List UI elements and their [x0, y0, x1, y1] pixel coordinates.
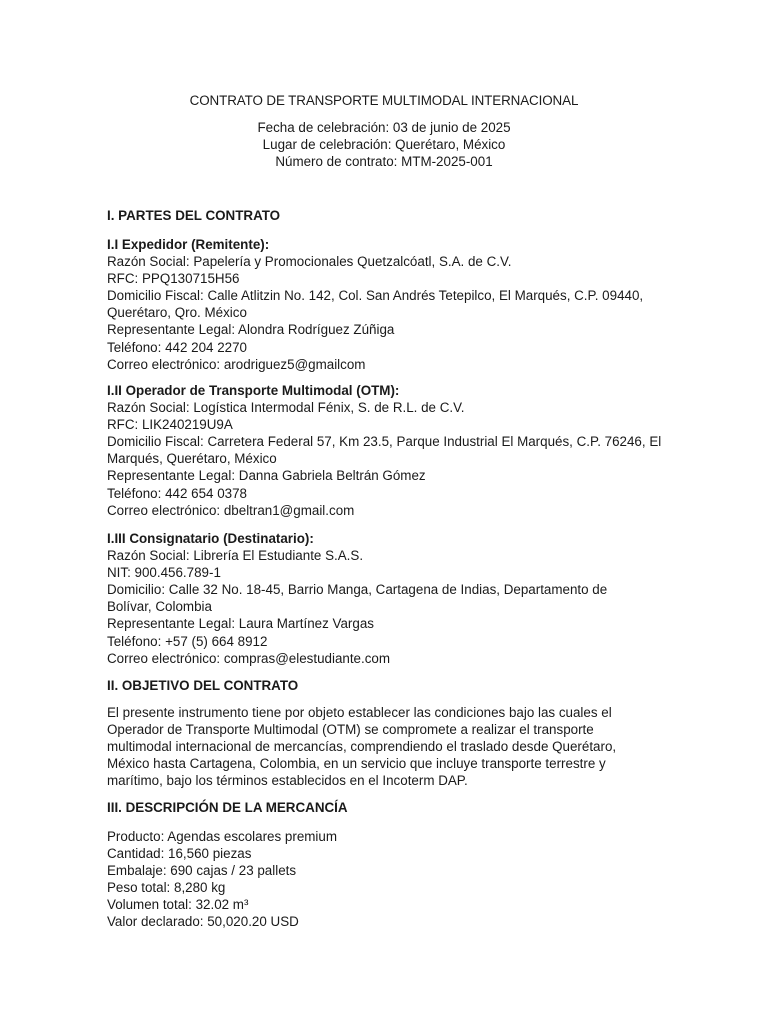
objective-line: Operador de Transporte Multimodal (OTM) se compromete a realizar el transporte	[107, 722, 594, 738]
celebration-place: Lugar de celebración: Querétaro, México	[262, 137, 506, 152]
operator-address-2: Marqués, Querétaro, México	[107, 451, 277, 467]
objective-heading: II. OBJETIVO DEL CONTRATO	[107, 678, 299, 693]
goods-details	[107, 828, 667, 931]
objective-line: México hasta Cartagena, Colombia, en un servicio que incluye transporte terrestre y	[107, 756, 606, 772]
section-parties-heading	[107, 207, 667, 224]
goods-weight: Peso total: 8,280 kg	[107, 880, 226, 896]
shipper-phone: Teléfono: 442 204 2270	[107, 339, 247, 355]
consignee-address-2: Bolívar, Colombia	[107, 599, 212, 615]
operator-representative: Representante Legal: Danna Gabriela Beltrán Gómez	[107, 468, 426, 484]
consignee-representative: Representante Legal: Laura Martínez Vargas	[107, 616, 374, 632]
goods-packaging: Embalaje: 690 cajas / 23 pallets	[107, 863, 297, 879]
consignee-block	[107, 530, 667, 667]
objective-line: marítimo, bajo los términos establecidos en el Incoterm DAP.	[107, 773, 468, 789]
consignee-email: Correo electrónico: compras@elestudiante.com	[107, 650, 391, 666]
shipper-block	[107, 236, 667, 373]
operator-rfc: RFC: LIK240219U9A	[107, 417, 233, 433]
consignee-address-1: Domicilio: Calle 32 No. 18-45, Barrio Manga, Cartagena de Indias, Departamento de	[107, 582, 608, 598]
shipper-heading: I.I Expedidor (Remitente):	[107, 237, 270, 252]
shipper-representative: Representante Legal: Alondra Rodríguez Zúñiga	[107, 322, 395, 338]
consignee-nit: NIT: 900.456.789-1	[107, 565, 221, 581]
contract-number: Número de contrato: MTM-2025-001	[275, 154, 493, 169]
goods-product: Producto: Agendas escolares premium	[107, 829, 337, 844]
operator-phone: Teléfono: 442 654 0378	[107, 485, 247, 501]
operator-block	[107, 382, 667, 519]
operator-heading: I.II Operador de Transporte Multimodal (OTM):	[107, 383, 400, 398]
objective-paragraph	[107, 704, 667, 789]
objective-section	[107, 677, 667, 694]
goods-declared-value: Valor declarado: 50,020.20 USD	[107, 914, 299, 930]
celebration-date: Fecha de celebración: 03 de junio de 2025	[257, 120, 511, 135]
operator-email: Correo electrónico: dbeltran1@gmail.com	[107, 502, 355, 518]
operator-address-1: Domicilio Fiscal: Carretera Federal 57, Km 23.5, Parque Industrial El Marqués, C.P. 76246, El	[107, 434, 662, 450]
shipper-address-1: Domicilio Fiscal: Calle Atlitzin No. 142, Col. San Andrés Tetepilco, El Marqués, C.P. 09440,	[107, 288, 644, 304]
contract-meta	[0, 119, 768, 170]
goods-quantity: Cantidad: 16,560 piezas	[107, 846, 252, 862]
consignee-heading: I.III Consignatario (Destinatario):	[107, 531, 314, 546]
objective-line: multimodal internacional de mercancías, comprendiendo el traslado desde Querétaro,	[107, 739, 617, 755]
consignee-name: Razón Social: Librería El Estudiante S.A.S.	[107, 548, 364, 564]
operator-name: Razón Social: Logística Intermodal Fénix, S. de R.L. de C.V.	[107, 400, 465, 416]
consignee-phone: Teléfono: +57 (5) 664 8912	[107, 633, 268, 649]
goods-volume: Volumen total: 32.02 m³	[107, 897, 249, 913]
shipper-address-2: Querétaro, Qro. México	[107, 305, 247, 321]
objective-line: El presente instrumento tiene por objeto establecer las condiciones bajo las cuales el	[107, 705, 612, 720]
goods-section	[107, 799, 667, 816]
shipper-email: Correo electrónico: arodriguez5@gmailcom	[107, 356, 366, 372]
parties-heading: I. PARTES DEL CONTRATO	[107, 208, 281, 223]
document-title: CONTRATO DE TRANSPORTE MULTIMODAL INTERNACIONAL	[189, 93, 579, 108]
shipper-rfc: RFC: PPQ130715H56	[107, 271, 240, 287]
shipper-name: Razón Social: Papelería y Promocionales Quetzalcóatl, S.A. de C.V.	[107, 254, 512, 270]
goods-heading: III. DESCRIPCIÓN DE LA MERCANCÍA	[107, 800, 348, 815]
